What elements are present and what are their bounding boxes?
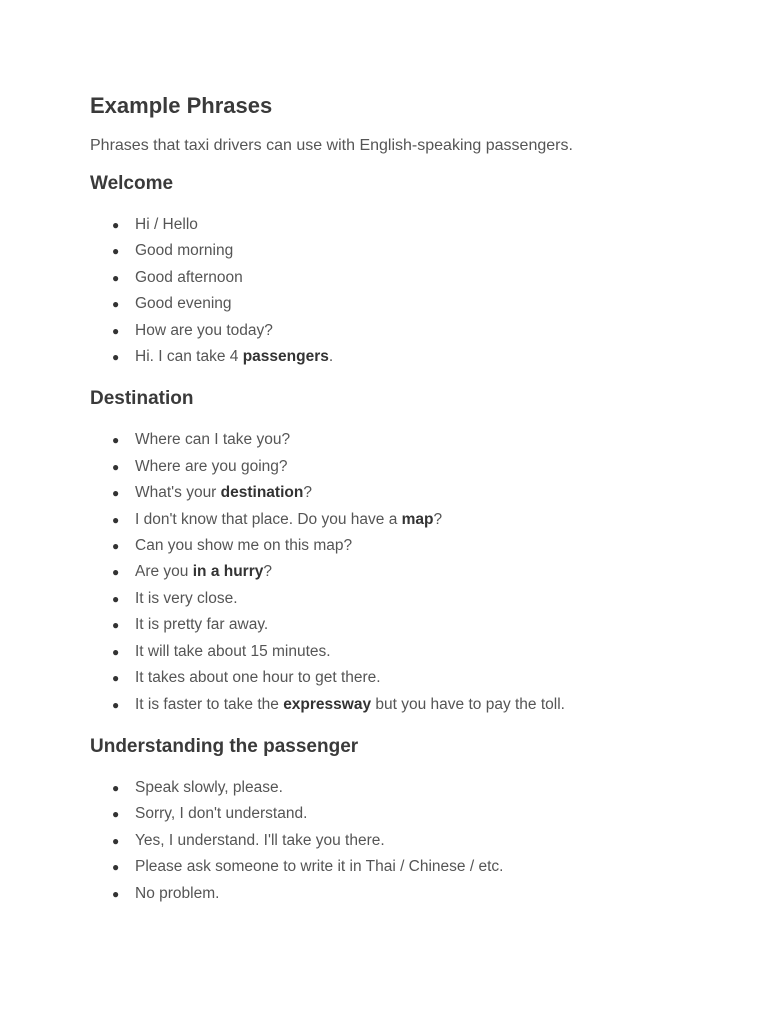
bullet-icon: ● [112, 886, 120, 901]
list-item: ● It takes about one hour to get there. [90, 665, 730, 691]
section-welcome [90, 172, 730, 370]
page-title: Example Phrases [90, 93, 273, 118]
list-item: ● Good evening [90, 291, 730, 317]
bullet-icon: ● [112, 807, 120, 822]
list-item: ● Are you in a hurry? [90, 559, 730, 585]
list-item: ● It will take about 15 minutes. [90, 639, 730, 665]
list-item: ● Can you show me on this map? [90, 533, 730, 559]
bullet-icon: ● [112, 218, 120, 232]
list-item: ● It is very close. [90, 586, 730, 612]
bullet-icon: ● [112, 486, 120, 501]
list-item: ● No problem. [90, 881, 730, 907]
list-item: ● Where are you going? [90, 454, 730, 480]
list-item: ● It is pretty far away. [90, 612, 730, 638]
list-item: ● Where can I take you? [90, 427, 730, 453]
list-item: ● Good morning [90, 238, 730, 264]
bullet-icon: ● [112, 433, 120, 448]
bullet-icon: ● [112, 512, 120, 527]
list-item: ● What's your destination? [90, 480, 730, 506]
bullet-icon: ● [112, 565, 120, 580]
list-item: ● Good afternoon [90, 265, 730, 291]
section-understanding-the-passenger [90, 735, 730, 907]
bullet-icon: ● [112, 459, 120, 474]
bullet-icon: ● [112, 644, 120, 659]
section-destination [90, 387, 730, 717]
bullet-icon: ● [112, 244, 120, 259]
bullet-icon: ● [112, 780, 120, 795]
list-item: ● Hi / Hello [90, 212, 730, 238]
list-item: ● Yes, I understand. I'll take you there. [90, 828, 730, 854]
bullet-icon: ● [112, 323, 120, 338]
bullet-icon: ● [112, 350, 120, 365]
bullet-icon: ● [112, 297, 120, 312]
bullet-icon: ● [112, 671, 120, 686]
bullet-icon: ● [112, 833, 120, 848]
list-item: ● Hi. I can take 4 passengers. [90, 344, 730, 370]
section-heading-destination: Destination [90, 388, 194, 410]
list-item: ● I don't know that place. Do you have a map? [90, 507, 730, 533]
bullet-icon: ● [112, 591, 120, 606]
list-item: ● Speak slowly, please. [90, 775, 730, 801]
phrase-list-destination [90, 427, 730, 717]
document-page [90, 92, 730, 907]
list-item: ● Sorry, I don't understand. [90, 801, 730, 827]
bullet-icon: ● [112, 860, 120, 875]
bullet-icon: ● [112, 697, 120, 712]
section-heading-understanding: Understanding the passenger [90, 735, 359, 757]
bullet-icon: ● [112, 270, 120, 285]
bullet-icon: ● [112, 539, 120, 554]
list-item: ● Please ask someone to write it in Thai / Chinese / etc. [90, 854, 730, 880]
bullet-icon: ● [112, 618, 120, 633]
list-item: ● It is faster to take the expressway but you have to pay the toll. [90, 692, 730, 718]
phrase-list-welcome [90, 212, 730, 370]
list-item: ● How are you today? [90, 318, 730, 344]
section-heading-welcome: Welcome [90, 173, 174, 194]
intro-text: Phrases that taxi drivers can use with English-speaking passengers. [90, 137, 573, 154]
phrase-list-understanding [90, 775, 730, 907]
